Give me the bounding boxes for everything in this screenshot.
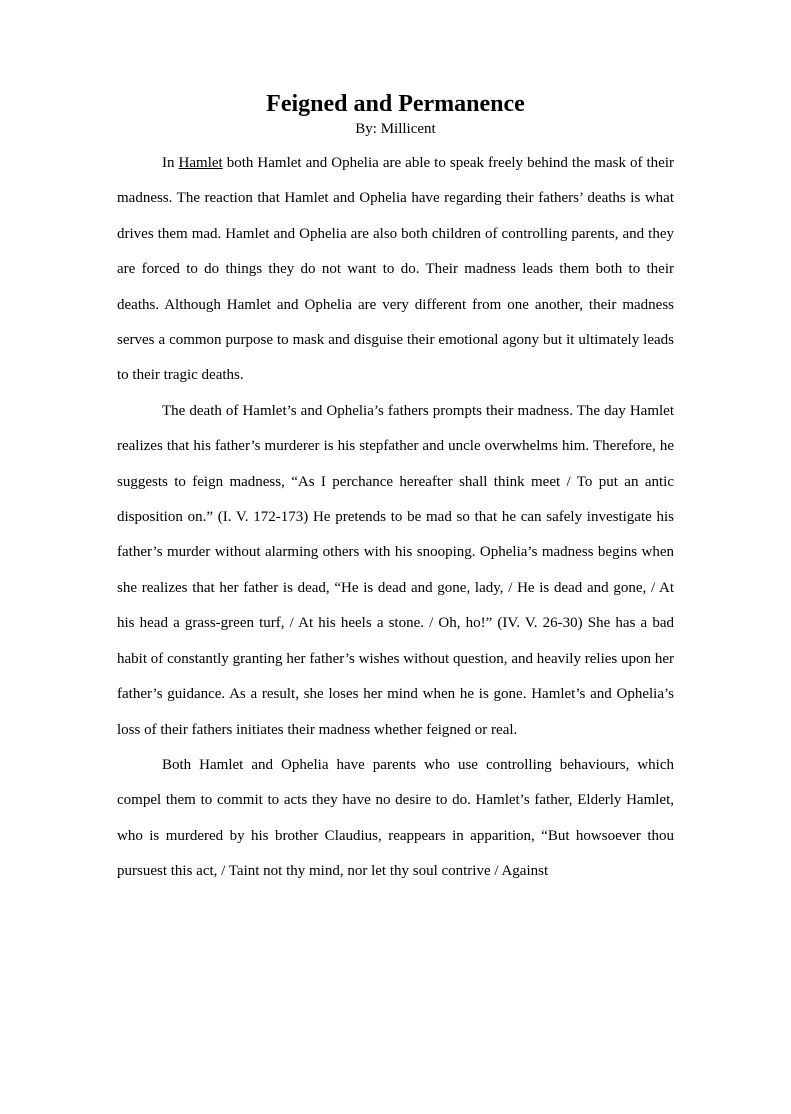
document-body [117, 146, 674, 890]
document-page [0, 90, 791, 1114]
paragraph-fathers-deaths: The death of Hamlet’s and Ophelia’s fathers prompts their madness. The day Hamlet realizes that his father’s murderer is his stepfather and uncle overwhelms him. Therefore, he suggests to feign madness, “As I perchance hereafter shall think meet / To put an antic disposition on.” (I. V. 172-173) He pretends to be mad so that he can safely investigate his father’s murder without alarming others with his snooping. Ophelia’s madness begins when she realizes that her father is dead, “He is dead and gone, lady, / He is dead and gone, / At his head a grass-green turf, / At his heels a stone. / Oh, ho!” (IV. V. 26-30) She has a bad habit of constantly granting her father’s wishes without question, and heavily relies upon her father’s guidance. As a result, she loses her mind when he is gone. Hamlet’s and Ophelia’s loss of their fathers initiates their madness whether feigned or real. [117, 402, 674, 738]
paragraph-prefix: In [162, 155, 179, 171]
paragraph-text: both Hamlet and Ophelia are able to speak freely behind the mask of their madness. The reaction that Hamlet and Ophelia have regarding their fathers’ deaths is what drives them mad. Hamlet and Ophelia are also both children of controlling parents, and they are forced to do things they do not want to do. Their madness leads them both to their deaths. Although Hamlet and Ophelia are very different from one another, their madness serves a common purpose to mask and disguise their emotional agony but it ultimately leads to their tragic deaths. [117, 155, 674, 384]
document-byline: By: Millicent [355, 121, 436, 137]
work-title-reference: Hamlet [178, 155, 223, 171]
paragraph-controlling-parents: Both Hamlet and Ophelia have parents who use controlling behaviours, which compel them to commit to acts they have no desire to do. Hamlet’s father, Elderly Hamlet, who is murdered by his brother Claudius, reappears in apparition, “But howsoever thou pursuest this act, / Taint not thy mind, nor let thy soul contrive / Against [117, 756, 674, 880]
document-title: Feigned and Permanence [266, 91, 525, 117]
paragraph-introduction [117, 146, 674, 394]
